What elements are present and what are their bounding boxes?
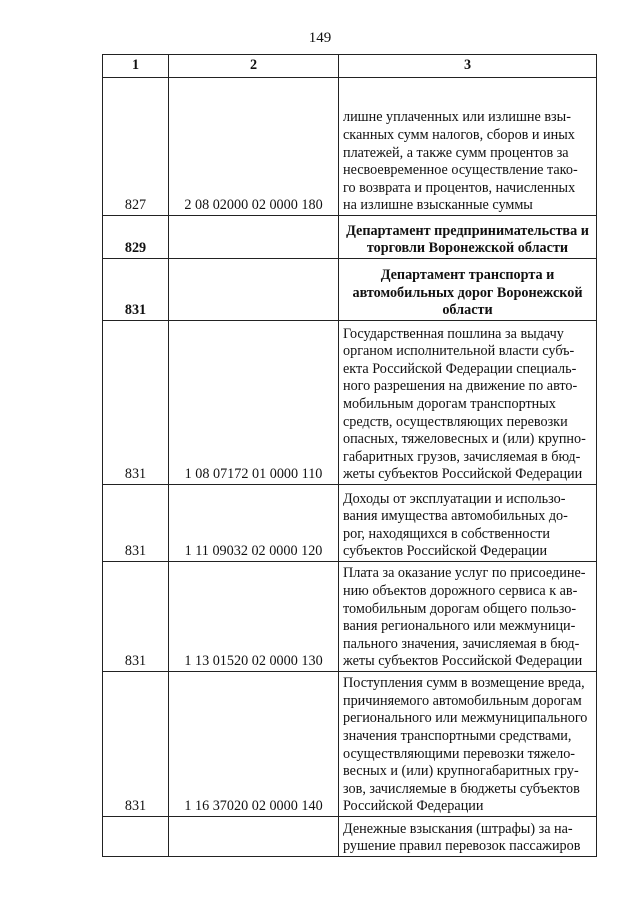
kbk-code-cell [169,817,339,857]
budget-classification-table [102,54,597,857]
page-number: 149 [308,30,332,46]
department-name-cell: Департамент предпринимательства и торговли Воронежской области [339,216,597,259]
kbk-code-cell: 1 16 37020 02 0000 140 [169,672,339,817]
kbk-code-cell: 2 08 02000 02 0000 180 [169,78,339,216]
kbk-code-cell: 1 13 01520 02 0000 130 [169,562,339,672]
description-cell: Доходы от эксплуатации и использо- вания имущества автомобильных до- рог, находящихся в собственности субъектов Российской Федерации [339,485,597,562]
description-cell: Поступления сумм в возмещение вреда, причиняемого автомобильным дорогам регионального или межмуниципального значения транспортными средствами, осуществляющими перевозки тяжело- весных и (или) крупногабаритных гру- зов, зачисляемые в бюджеты субъектов Российской Федерации [339,672,597,817]
table-row [103,259,597,321]
description-cell: Плата за оказание услуг по присоедине- нию объектов дорожного сервиса к ав- томобильным дорогам общего пользо- вания регионального или межмуници- пального значения, зачисляемая в бюд- жеты субъектов Российской Федерации [339,562,597,672]
admin-code-cell: 831 [103,321,169,485]
description-cell: Государственная пошлина за выдачу органом исполнительной власти субъ- екта Российской Федерации специаль- ного разрешения на движение по авто- мобильным дорогам транспортных средств, осуществляющих перевозки опасных, тяжеловесных и (или) крупно- габаритных грузов, зачисляемая в бюд- жеты субъектов Российской Федерации [339,321,597,485]
table-row [103,562,597,672]
admin-code-cell: 831 [103,672,169,817]
column-header-2: 2 [169,55,339,78]
table-row [103,485,597,562]
table-row [103,321,597,485]
table-header-row [103,55,597,78]
kbk-code-cell [169,259,339,321]
column-header-3: 3 [339,55,597,78]
table-row [103,672,597,817]
column-header-1: 1 [103,55,169,78]
kbk-code-cell: 1 08 07172 01 0000 110 [169,321,339,485]
admin-code-cell: 831 [103,259,169,321]
admin-code-cell: 829 [103,216,169,259]
admin-code-cell: 827 [103,78,169,216]
admin-code-cell: 831 [103,562,169,672]
table-row [103,216,597,259]
admin-code-cell: 831 [103,485,169,562]
table-row [103,817,597,857]
description-cell: лишне уплаченных или излишне взы- сканных сумм налогов, сборов и иных платежей, а также сумм процентов за несвоевременное осуществление тако- го возврата и процентов, начисленных на излишне взысканные суммы [339,78,597,216]
admin-code-cell [103,817,169,857]
kbk-code-cell: 1 11 09032 02 0000 120 [169,485,339,562]
table-row [103,78,597,216]
kbk-code-cell [169,216,339,259]
department-name-cell: Департамент транспорта и автомобильных дорог Воронежской области [339,259,597,321]
description-cell: Денежные взыскания (штрафы) за на- рушение правил перевозок пассажиров [339,817,597,857]
